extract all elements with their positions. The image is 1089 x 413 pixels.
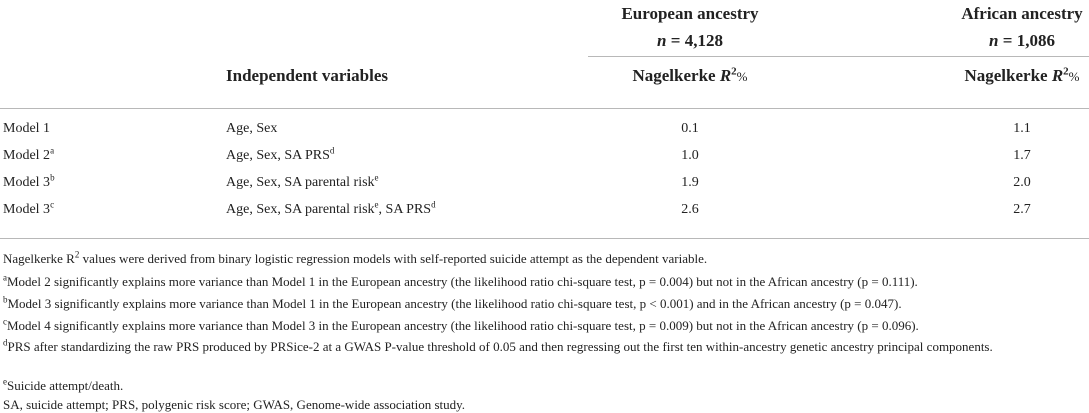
row-model-label: Model 1 bbox=[3, 121, 51, 136]
footnote-d: $^d$PRS after standardizing the raw PRS produced by PRSice-2 at a GWAS P-value threshold of 0.05 and then regressing out the first ten within-ancestry genetic ancestry principal components. bbox=[3, 337, 993, 354]
row-value-european: 0.1 bbox=[681, 121, 699, 136]
group-header-european: European ancestry n = 4,128 bbox=[621, 4, 759, 50]
column-header-r2-african: Nagelkerke $R^2\%$ bbox=[964, 65, 1080, 85]
row-value-european: 1.0 bbox=[681, 148, 699, 163]
footnote-c: $^c$Model 4 significantly explains more variance than Model 3 in the European ancestry (the likelihood ratio chi-square test, p = 0.009) but not in the African ancestry (p = 0.096). bbox=[3, 316, 919, 333]
row-variables: Age, Sex, SA parental risk$^e$ bbox=[226, 172, 379, 190]
row-value-african: 1.1 bbox=[1013, 121, 1031, 136]
column-header-r2-european: Nagelkerke $R^2\%$ bbox=[632, 65, 748, 85]
footnote-e: $^e$Suicide attempt/death. bbox=[3, 376, 124, 393]
column-header-independent: Independent variables bbox=[226, 66, 388, 85]
row-value-european: 2.6 bbox=[681, 202, 699, 217]
row-model-label: Model 3$^c$ bbox=[3, 199, 55, 217]
header-rule bbox=[0, 108, 1089, 109]
row-model-label: Model 3$^b$ bbox=[3, 172, 55, 190]
row-variables: Age, Sex bbox=[226, 121, 278, 136]
row-value-african: 1.7 bbox=[1013, 148, 1031, 163]
footnote-a: $^a$Model 2 significantly explains more variance than Model 1 in the European ancestry (the likelihood ratio chi-square test, p = 0.004) but not in the African ancestry (p = 0.111). bbox=[3, 272, 918, 289]
footnote-abbreviations: SA, suicide attempt; PRS, polygenic risk score; GWAS, Genome-wide association study. bbox=[3, 397, 466, 412]
body-rule bbox=[0, 238, 1089, 239]
row-value-african: 2.0 bbox=[1013, 175, 1031, 190]
row-model-label: Model 2$^a$ bbox=[3, 145, 55, 163]
row-value-european: 1.9 bbox=[681, 175, 699, 190]
group-header-african: African ancestry n = 1,086 bbox=[961, 4, 1083, 50]
row-variables: Age, Sex, SA parental risk$^e$, SA PRS$^d$ bbox=[226, 199, 436, 217]
row-value-african: 2.7 bbox=[1013, 202, 1031, 217]
footnote-main: Nagelkerke $R^2$ values were derived from binary logistic regression models with self-reported suicide attempt as the dependent variable. bbox=[3, 249, 708, 266]
footnote-b: $^b$Model 3 significantly explains more variance than Model 1 in the European ancestry (the likelihood ratio chi-square test, p < 0.001) and in the African ancestry (p = 0.047). bbox=[3, 294, 902, 311]
group-rule bbox=[588, 56, 1089, 57]
row-variables: Age, Sex, SA PRS$^d$ bbox=[226, 145, 335, 163]
